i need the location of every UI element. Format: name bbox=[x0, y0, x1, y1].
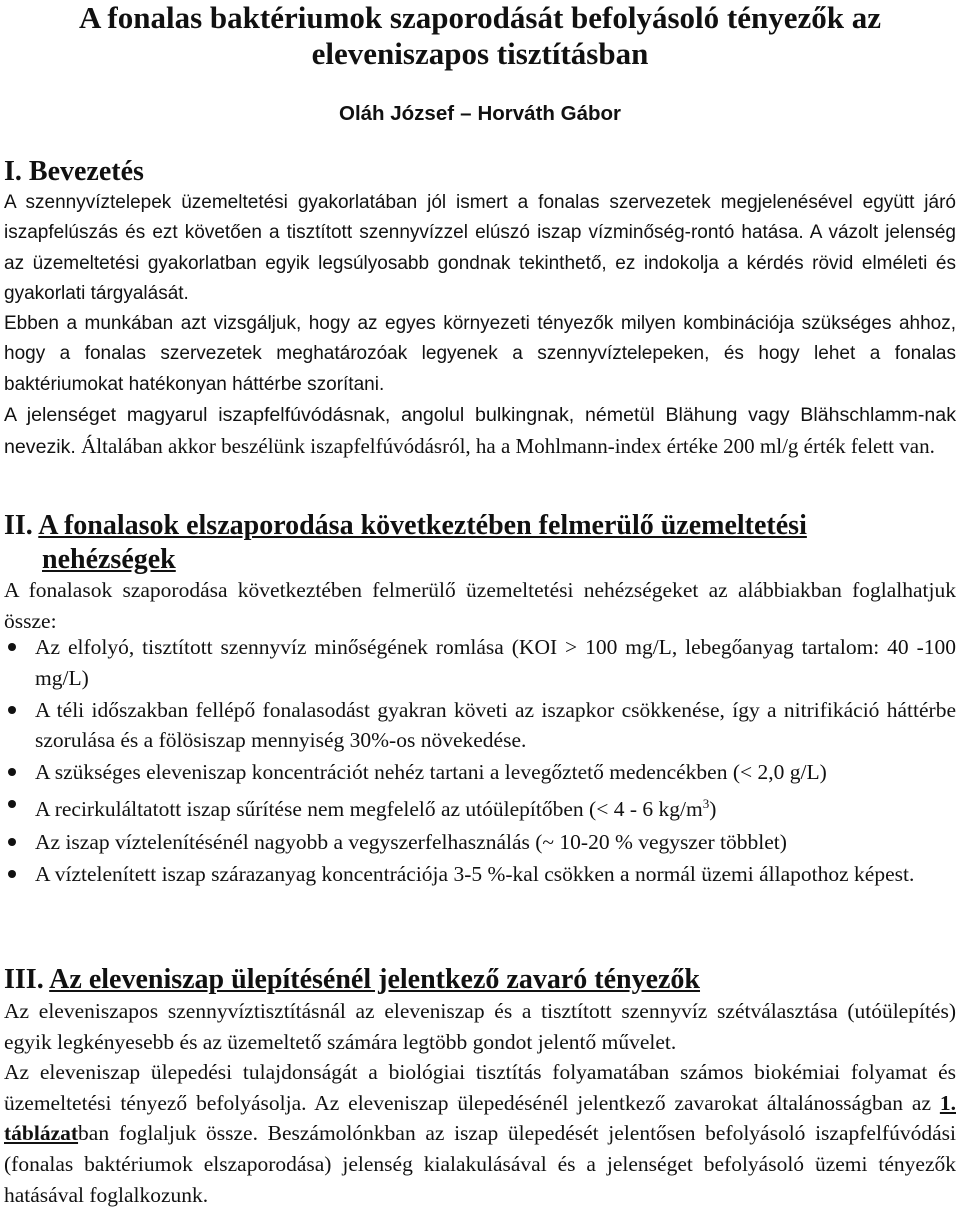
bullet-item: A recirkuláltatott iszap sűrítése nem megfelelő az utóülepítőben (< 4 - 6 $kg/m^3$) bbox=[4, 789, 956, 825]
section-3-paragraph-1: Az eleveniszapos szennyvíztisztításnál az eleveniszap és a tisztított szennyvíz szétválasztása (utóülepítés) egyik legkényesebb és az üzemeltető számára legtöbb gondot jelentő művelet. bbox=[4, 999, 956, 1054]
bullet-dot-icon bbox=[8, 870, 16, 878]
section-1-heading: I. Bevezetés bbox=[4, 156, 144, 187]
bullet-item: A téli időszakban fellépő fonalasodást gyakran követi az iszapkor csökkenése, így a nitrifikáció háttérbe szorulása és a fölösiszap mennyiség 30%-os növekedése. bbox=[4, 695, 956, 756]
authors bbox=[0, 102, 960, 126]
section-3-heading-text: Az eleveniszap ülepítésénél jelentkező zavaró tényezők bbox=[49, 964, 701, 995]
section-1-paragraph-3-start: A jelenséget magyarul iszapfelfúvódásnak, angolul bulkingnak, németül Blähung vagy Blähschlamm-nak nevezik. bbox=[4, 404, 956, 458]
bullet-dot-icon bbox=[8, 768, 16, 776]
author-second: Horváth Gábor bbox=[477, 102, 621, 125]
section-3-heading-number: III. bbox=[4, 964, 44, 995]
author-first: Oláh József bbox=[339, 102, 455, 125]
bullet-item: A víztelenített iszap szárazanyag koncentrációja 3-5 %-kal csökken a normál üzemi állapothoz képest. bbox=[4, 859, 956, 890]
section-2-heading bbox=[4, 509, 956, 577]
section-1-paragraph-3-end: Általában akkor beszélünk iszapfelfúvódásról, ha a Mohlmann-index értéke 200 ml/g érték felett van. bbox=[75, 433, 935, 458]
section-1-paragraph-3 bbox=[4, 400, 956, 462]
bullet-item: Az iszap víztelenítésénél nagyobb a vegyszerfelhasználás (~ 10-20 % vegyszer többlet) bbox=[4, 827, 956, 858]
paper-title: A fonalas baktériumok szaporodását befolyásoló tényezők az eleveniszapos tisztításban bbox=[78, 0, 881, 71]
section-1-paragraph-1: A szennyvíztelepek üzemeltetési gyakorlatában jól ismert a fonalas szervezetek megjelenésével együtt járó iszapfelúszás és ezt követően a tisztított szennyvízzel elúszó iszap vízminőség-rontó hatása. A vázolt jelenség az üzemeltetési gyakorlatban egyik legsúlyosabb gondnak tekinthető, ez indokolja a kérdés rövid elméleti és gyakorlati tárgyalását. bbox=[4, 192, 956, 304]
section-2-intro: A fonalasok szaporodása következtében felmerülő üzemeltetési nehézségeket az alábbiakban foglalhatjuk össze: bbox=[4, 578, 956, 633]
bullet-dot-icon bbox=[8, 800, 16, 808]
table-reference[interactable]: 1. táblázat bbox=[4, 1090, 956, 1146]
bullet-dot-icon bbox=[8, 706, 16, 714]
bullet-dot-icon bbox=[8, 643, 16, 651]
bullet-dot-icon bbox=[8, 838, 16, 846]
section-1-body bbox=[4, 188, 956, 462]
superscript: 3 bbox=[702, 796, 710, 812]
bullet-item: A szükséges eleveniszap koncentrációt nehéz tartani a levegőztető medencékben (< 2,0 g/L) bbox=[4, 757, 956, 788]
section-3-body bbox=[4, 996, 956, 1210]
section-1-paragraph-2: Ebben a munkában azt vizsgáljuk, hogy az egyes környezeti tényezők milyen kombinációja szükséges ahhoz, hogy a fonalas szervezetek meghatározóak legyenek a szennyvíztelepeken, és hogy lehet a fonalas baktériumokat hatékonyan háttérbe szorítani. bbox=[4, 313, 956, 395]
section-3-paragraph-2: Az eleveniszap ülepedési tulajdonságát a biológiai tisztítás folyamatában számos biokémiai folyamat és üzemeltetési tényező befolyásolja. Az eleveniszap ülepedésénél jelentkező zavarokat általánosságban az 1. táblázatban foglaljuk össze. Beszámolónkban az iszap ülepedését jelentősen befolyásoló iszapfelfúvódási (fonalas baktériumok elszaporodása) jelenség kialakulásával és a jelenséget befolyásoló üzemi tényezők hatásával foglalkozunk. bbox=[4, 1060, 956, 1207]
section-2-heading-line-2: nehézségek bbox=[42, 544, 176, 575]
section-2-heading-number: II. bbox=[4, 510, 33, 541]
section-3-heading bbox=[4, 963, 956, 997]
section-2-bullet-list bbox=[4, 632, 956, 891]
author-separator: – bbox=[460, 102, 472, 125]
section-2-heading-line-1: A fonalasok elszaporodása következtében felmerülő üzemeltetési bbox=[38, 510, 807, 541]
bullet-item: Az elfolyó, tisztított szennyvíz minőségének romlása (KOI > 100 mg/L, lebegőanyag tartalom: 40 -100 mg/L) bbox=[4, 632, 956, 693]
